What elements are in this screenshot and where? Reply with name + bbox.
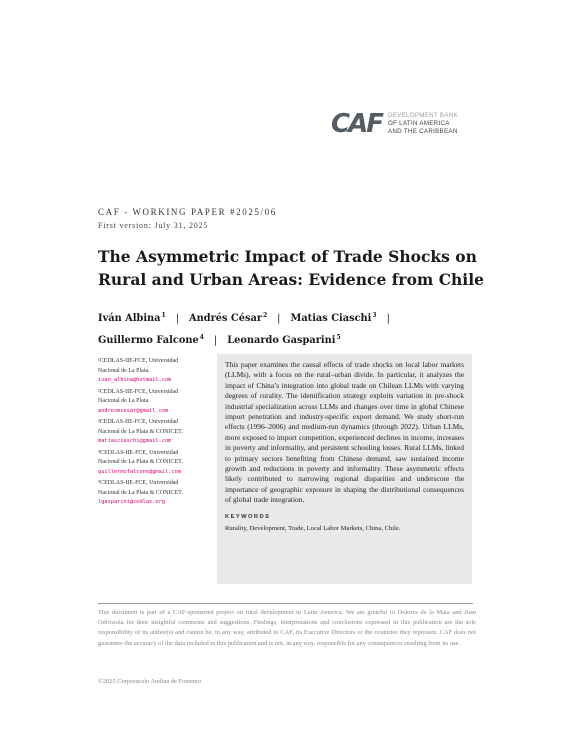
author-separator: |: [175, 313, 180, 324]
title-line-2: Rural and Urban Areas: Evidence from Chile: [98, 270, 484, 289]
logo-line-2: OF LATIN AMERICA: [387, 120, 450, 127]
author-name: Iván Albina: [98, 313, 161, 324]
author-list: [98, 306, 400, 350]
author-separator: |: [213, 335, 218, 346]
affiliations: [98, 357, 210, 510]
first-version-date: First version: July 31, 2025: [98, 221, 209, 230]
affiliation-line: ⁵CEDLAS-IIE-FCE, Universidad: [98, 480, 179, 486]
author-name: Leonardo Gasparini: [227, 335, 336, 346]
affiliation-line: ⁴CEDLAS-IIE-FCE, Universidad: [98, 449, 179, 456]
author-affiliation-marker: 2: [262, 312, 268, 319]
author-row-2: [98, 328, 400, 350]
affiliation-item: [98, 357, 210, 386]
author-affiliation-marker: 1: [161, 312, 166, 319]
author-email-link[interactable]: ivan_albina@hotmail.com: [98, 377, 172, 383]
author-separator: |: [277, 313, 281, 324]
author-affiliation-marker: 3: [372, 312, 377, 319]
caf-logo-text: [388, 112, 458, 136]
abstract-box: [217, 354, 472, 584]
copyright-text: ©2025 Corporación Andina de Fomento: [98, 678, 202, 685]
author-email-link[interactable]: lgasparini@cedlas.org: [98, 499, 165, 505]
footnote-divider: [98, 603, 473, 604]
affiliation-line: Nacional de La Plata.: [98, 398, 150, 404]
caf-logo: [331, 110, 458, 138]
affiliation-line: ²CEDLAS-IIE-FCE, Universidad: [98, 388, 179, 395]
affiliation-line: ³CEDLAS-IIE-FCE, Universidad: [98, 419, 179, 425]
affiliation-item: [98, 388, 210, 417]
footnote-text: This document is part of a CAF-sponsored project on rural development in Latin America. We are grateful to Dolores de la Mata and Juan Odriozola for their insightful comments and suggestions. Findings, interpretations and conclusions expressed in this publication are the sole responsibility of its author(s) and cannot be, in any way, attributed to CAF, its Executive Directors or the countries they represent. CAF does not guarantee the accuracy of the data included in this publication and is not, in any way, responsible for any consequences resulting from its use.: [98, 609, 476, 647]
affiliation-line: Nacional de La Plata & CONICET.: [98, 459, 183, 465]
author-email-link[interactable]: andresmcesar@gmail.com: [98, 407, 169, 414]
author-name: Matias Ciaschi: [290, 313, 372, 324]
affiliation-line: Nacional de La Plata & CONICET.: [98, 489, 183, 496]
caf-logo-mark: CAF: [331, 109, 382, 139]
author-email-link[interactable]: guillermofalcone@gmail.com: [98, 468, 181, 475]
series-label: CAF - WORKING PAPER #2025/06: [98, 207, 277, 217]
abstract-text: This paper examines the causal effects of trade shocks on local labor markets (LLMs), with a focus on the rural–urban divide. In particular, it analyzes the impact of China’s integration into global trade on Chilean LLMs with varying degrees of rurality. The identification strategy exploits variation in pre-shock industrial specialization across LLMs and changes over time in global Chinese import penetration and industry-specific export demand. We study short-run effects (1996–2006) and medium-run dynamics (through 2022). Urban LLMs, more exposed to import competition, experienced declines in income, increases in poverty and informality, and persistent schooling losses. Rural LLMs, linked to primary sectors benefiting from Chinese demand, saw sustained income growth and reductions in poverty and informality. These asymmetric effects likely contributed to narrowing regional disparities and underscore the importance of geographic exposure in shaping the distributional consequences of global trade integration.: [225, 360, 464, 505]
affiliation-line: Nacional de La Plata & CONICET.: [98, 428, 183, 435]
author-name: Andrés César: [189, 313, 262, 324]
paper-title: [98, 245, 498, 291]
author-name: Guillermo Falcone: [98, 335, 199, 346]
affiliation-item: [98, 418, 210, 447]
title-line-1: The Asymmetric Impact of Trade Shocks on: [98, 247, 477, 266]
author-affiliation-marker: 4: [199, 334, 204, 341]
author-affiliation-marker: 5: [336, 334, 341, 341]
author-separator: |: [386, 313, 390, 324]
affiliation-item: [98, 479, 210, 508]
affiliation-line: ¹CEDLAS-IIE-FCE, Universidad: [98, 358, 179, 364]
keywords-heading: KEYWORDS: [225, 513, 271, 520]
logo-line-1: DEVELOPMENT BANK: [387, 112, 458, 119]
author-row-1: [98, 306, 400, 328]
author-email-link[interactable]: matiasciaschi@gmail.com: [98, 438, 172, 444]
logo-line-3: AND THE CARIBBEAN: [387, 128, 458, 135]
keywords-text: Rurality, Development, Trade, Local Labor Markets, China, Chile.: [225, 524, 401, 532]
affiliation-line: Nacional de La Plata.: [98, 367, 150, 374]
affiliation-item: [98, 449, 210, 478]
